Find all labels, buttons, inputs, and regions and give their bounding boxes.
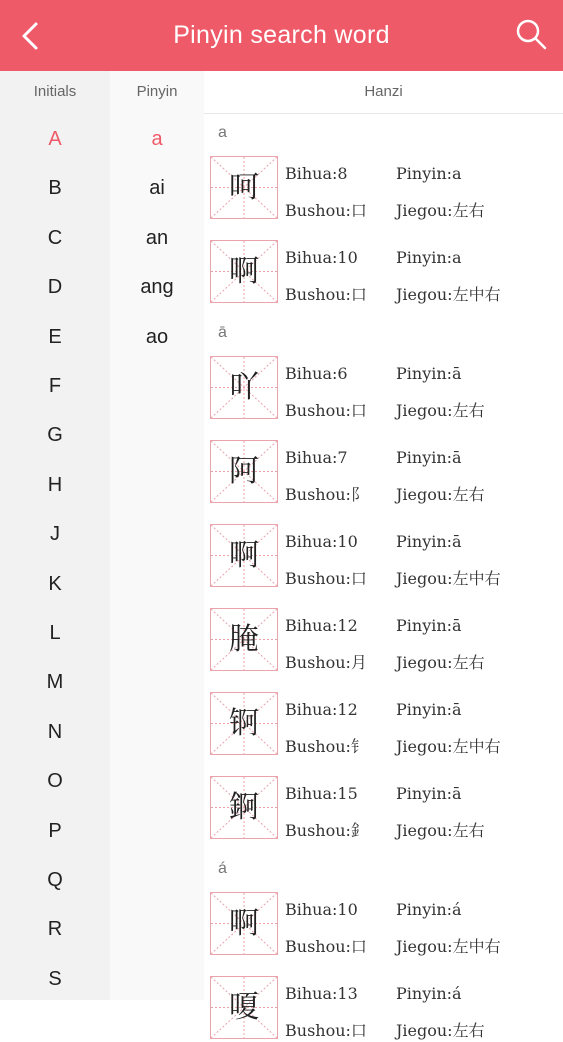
- radical: Bushou:口: [285, 401, 367, 420]
- pinyin-column-header: Pinyin: [110, 71, 204, 113]
- hanzi-character: 锕: [229, 706, 259, 741]
- pinyin-item-an[interactable]: an: [145, 226, 169, 249]
- radical: Bushou:口: [285, 1021, 367, 1040]
- radical: Bushou:口: [285, 285, 367, 304]
- structure: Jiegou:左中右: [396, 285, 501, 304]
- pinyin-item-a[interactable]: a: [151, 128, 163, 150]
- initial-item-m[interactable]: M: [46, 671, 64, 694]
- initial-item-q[interactable]: Q: [47, 869, 63, 891]
- initial-item-s[interactable]: S: [48, 967, 62, 990]
- character-box: [210, 240, 278, 303]
- hanzi-character: 啊: [229, 538, 259, 573]
- structure: Jiegou:左中右: [396, 569, 501, 588]
- character-box: [210, 440, 278, 503]
- initial-item-j[interactable]: J: [50, 523, 60, 546]
- radical: Bushou:口: [285, 569, 367, 588]
- search-icon[interactable]: [513, 16, 549, 52]
- hanzi-character: 阿: [229, 454, 259, 489]
- stroke-count: Bihua:6: [285, 364, 348, 383]
- hanzi-entry[interactable]: [210, 976, 560, 1042]
- character-box: [210, 156, 278, 219]
- stroke-count: Bihua:13: [285, 984, 358, 1003]
- initial-item-f[interactable]: F: [48, 375, 62, 397]
- pinyin-reading: Pinyin:a: [396, 164, 462, 183]
- pinyin-section-header: a: [218, 124, 227, 141]
- structure: Jiegou:左中右: [396, 937, 501, 956]
- pinyin-item-ai[interactable]: ai: [149, 177, 165, 200]
- initial-item-d[interactable]: D: [47, 276, 63, 299]
- hanzi-list: [204, 114, 563, 1040]
- hanzi-character: 腌: [229, 622, 259, 657]
- character-box: [210, 608, 278, 671]
- character-box: [210, 692, 278, 755]
- initial-item-a[interactable]: A: [48, 128, 62, 150]
- stroke-count: Bihua:10: [285, 900, 358, 919]
- pinyin-reading: Pinyin:a: [396, 248, 462, 267]
- initial-item-p[interactable]: P: [48, 819, 62, 842]
- stroke-count: Bihua:10: [285, 248, 358, 267]
- structure: Jiegou:左右: [396, 653, 485, 672]
- stroke-count: Bihua:10: [285, 532, 358, 551]
- initials-list: [0, 113, 110, 1000]
- character-box: [210, 776, 278, 839]
- pinyin-reading: Pinyin:ā: [396, 700, 462, 719]
- stroke-count: Bihua:7: [285, 448, 348, 467]
- pinyin-section-header: ā: [218, 324, 227, 341]
- character-box: [210, 356, 278, 419]
- hanzi-character: 吖: [229, 370, 259, 405]
- initial-item-o[interactable]: O: [47, 770, 63, 793]
- radical: Bushou:阝: [285, 485, 367, 504]
- hanzi-entry[interactable]: [210, 608, 560, 674]
- pinyin-reading: Pinyin:ā: [396, 616, 462, 635]
- stroke-count: Bihua:12: [285, 616, 358, 635]
- structure: Jiegou:左右: [396, 401, 485, 420]
- pinyin-reading: Pinyin:á: [396, 900, 462, 919]
- hanzi-entry[interactable]: [210, 240, 560, 306]
- structure: Jiegou:左右: [396, 485, 485, 504]
- pinyin-list: [110, 113, 204, 1000]
- pinyin-reading: Pinyin:ā: [396, 532, 462, 551]
- initial-item-g[interactable]: G: [47, 424, 63, 447]
- structure: Jiegou:左右: [396, 201, 485, 220]
- initial-item-k[interactable]: K: [48, 572, 62, 595]
- structure: Jiegou:左右: [396, 821, 485, 840]
- pinyin-section-header: á: [218, 860, 227, 877]
- hanzi-entry[interactable]: [210, 692, 560, 758]
- structure: Jiegou:左中右: [396, 737, 501, 756]
- hanzi-column-header: Hanzi: [204, 71, 563, 114]
- hanzi-entry[interactable]: [210, 356, 560, 422]
- hanzi-character: 嗄: [229, 990, 259, 1025]
- initial-item-c[interactable]: C: [47, 226, 63, 249]
- pinyin-reading: Pinyin:ā: [396, 784, 462, 803]
- initial-item-e[interactable]: E: [48, 325, 62, 348]
- character-box: [210, 976, 278, 1039]
- hanzi-character: 呵: [229, 170, 259, 205]
- pinyin-reading: Pinyin:á: [396, 984, 462, 1003]
- app-header: [0, 0, 563, 71]
- hanzi-entry[interactable]: [210, 524, 560, 590]
- stroke-count: Bihua:15: [285, 784, 358, 803]
- radical: Bushou:钅: [285, 737, 367, 756]
- pinyin-reading: Pinyin:ā: [396, 448, 462, 467]
- page-title: Pinyin search word: [173, 21, 390, 49]
- initial-item-n[interactable]: N: [47, 720, 63, 743]
- radical: Bushou:口: [285, 937, 367, 956]
- radical: Bushou:月: [285, 653, 367, 672]
- radical: Bushou:釒: [285, 821, 367, 840]
- initials-column-header: Initials: [0, 71, 110, 113]
- character-box: [210, 892, 278, 955]
- hanzi-character: 啊: [229, 254, 259, 289]
- character-box: [210, 524, 278, 587]
- hanzi-entry[interactable]: [210, 440, 560, 506]
- structure: Jiegou:左右: [396, 1021, 485, 1040]
- radical: Bushou:口: [285, 201, 367, 220]
- pinyin-reading: Pinyin:ā: [396, 364, 462, 383]
- hanzi-character: 錒: [229, 790, 259, 825]
- hanzi-entry[interactable]: [210, 156, 560, 222]
- hanzi-entry[interactable]: [210, 776, 560, 842]
- initial-item-l[interactable]: L: [49, 622, 61, 644]
- stroke-count: Bihua:8: [285, 164, 348, 183]
- initial-item-r[interactable]: R: [47, 918, 63, 941]
- initial-item-h[interactable]: H: [47, 473, 63, 496]
- pinyin-item-ang[interactable]: ang: [140, 276, 174, 299]
- stroke-count: Bihua:12: [285, 700, 358, 719]
- hanzi-entry[interactable]: [210, 892, 560, 958]
- initial-item-b[interactable]: B: [48, 177, 62, 200]
- pinyin-item-ao[interactable]: ao: [145, 325, 169, 348]
- hanzi-character: 啊: [229, 906, 259, 941]
